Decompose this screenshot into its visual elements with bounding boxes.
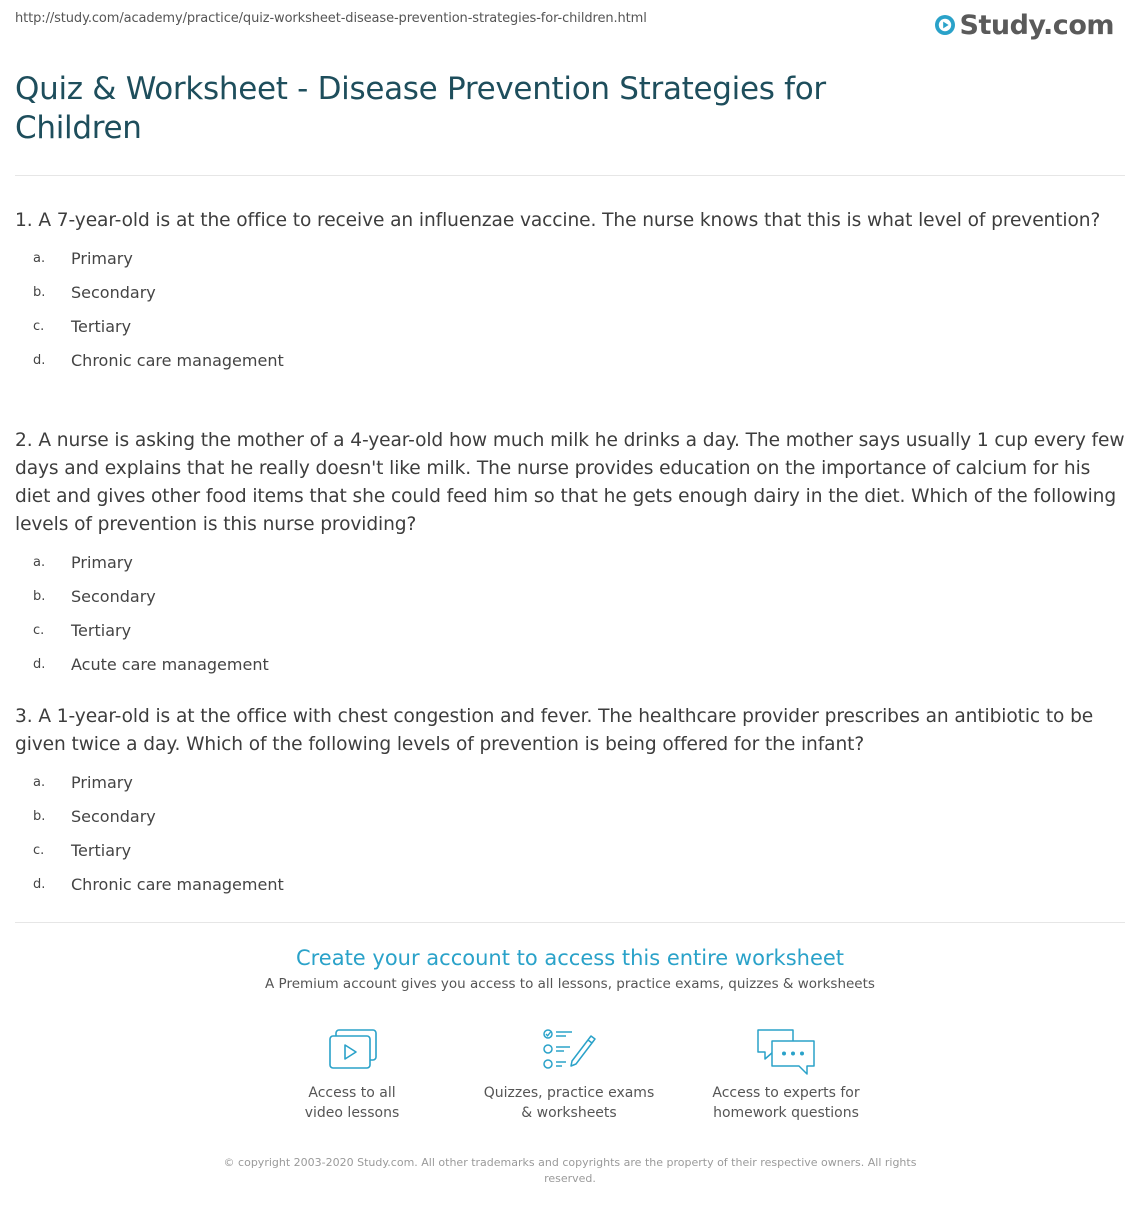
option-letter: a. bbox=[33, 554, 46, 570]
study-logo[interactable] bbox=[934, 8, 1114, 42]
option-text: Tertiary bbox=[71, 316, 132, 336]
answer-options bbox=[15, 765, 1125, 901]
top-bar bbox=[0, 0, 1140, 60]
answer-option[interactable] bbox=[15, 343, 1125, 377]
answer-option[interactable] bbox=[15, 833, 1125, 867]
option-text: Primary bbox=[71, 248, 133, 268]
answer-option[interactable] bbox=[15, 545, 1125, 579]
feature-video-lessons bbox=[252, 1025, 452, 1123]
question-2 bbox=[15, 427, 1125, 681]
option-letter: b. bbox=[33, 284, 46, 300]
option-text: Primary bbox=[71, 772, 133, 792]
questions-divider bbox=[15, 922, 1125, 923]
option-text: Secondary bbox=[71, 806, 156, 826]
logo-text: Study.com bbox=[959, 9, 1114, 41]
option-letter: c. bbox=[33, 622, 45, 638]
option-letter: c. bbox=[33, 318, 45, 334]
video-lessons-icon bbox=[319, 1025, 385, 1077]
answer-option[interactable] bbox=[15, 613, 1125, 647]
option-text: Tertiary bbox=[71, 840, 132, 860]
answer-option[interactable] bbox=[15, 579, 1125, 613]
feature-quizzes bbox=[469, 1025, 669, 1123]
play-circle-icon bbox=[934, 14, 956, 36]
feature-label: Access to all video lessons bbox=[304, 1085, 400, 1121]
answer-option[interactable] bbox=[15, 765, 1125, 799]
option-letter: c. bbox=[33, 842, 45, 858]
quiz-checklist-icon bbox=[536, 1025, 602, 1077]
question-1 bbox=[15, 207, 1125, 377]
option-letter: a. bbox=[33, 774, 46, 790]
question-text: 2. A nurse is asking the mother of a 4-year-old how much milk he drinks a day. The mother says usually 1 cup every few days and explains that he really doesn't like milk. The nurse provides education on the importance of calcium for his diet and gives other food items that she could feed him so that he gets enough dairy in the diet. Which of the following levels of prevention is this nurse providing? bbox=[15, 430, 1125, 535]
option-letter: a. bbox=[33, 250, 46, 266]
option-letter: b. bbox=[33, 808, 46, 824]
answer-option[interactable] bbox=[15, 647, 1125, 681]
expert-chat-icon bbox=[753, 1025, 819, 1077]
page-title: Quiz & Worksheet - Disease Prevention Strategies for Children bbox=[15, 71, 826, 146]
answer-option[interactable] bbox=[15, 275, 1125, 309]
option-text: Chronic care management bbox=[71, 350, 284, 370]
option-letter: b. bbox=[33, 588, 46, 604]
option-text: Primary bbox=[71, 552, 133, 572]
answer-options bbox=[15, 241, 1125, 377]
premium-features bbox=[0, 1025, 1140, 1135]
option-letter: d. bbox=[33, 352, 46, 368]
copyright-footer: © copyright 2003-2020 Study.com. All other trademarks and copyrights are the property of their respective owners. All rights reserved. bbox=[223, 1156, 917, 1185]
answer-option[interactable] bbox=[15, 241, 1125, 275]
feature-experts bbox=[686, 1025, 886, 1123]
question-3 bbox=[15, 703, 1125, 901]
feature-label: Access to experts for homework questions bbox=[712, 1085, 860, 1121]
answer-option[interactable] bbox=[15, 867, 1125, 901]
page-url[interactable]: http://study.com/academy/practice/quiz-worksheet-disease-prevention-strategies-for-children.html bbox=[15, 11, 647, 26]
option-text: Secondary bbox=[71, 586, 156, 606]
feature-label: Quizzes, practice exams & worksheets bbox=[483, 1085, 655, 1121]
answer-options bbox=[15, 545, 1125, 681]
option-letter: d. bbox=[33, 876, 46, 892]
title-divider bbox=[15, 175, 1125, 176]
answer-option[interactable] bbox=[15, 799, 1125, 833]
question-text: 3. A 1-year-old is at the office with chest congestion and fever. The healthcare provider prescribes an antibiotic to be given twice a day. Which of the following levels of prevention is being offered for the infant? bbox=[15, 706, 1094, 755]
option-text: Acute care management bbox=[71, 654, 269, 674]
option-text: Tertiary bbox=[71, 620, 132, 640]
signup-cta-subtitle: A Premium account gives you access to all lessons, practice exams, quizzes & worksheets bbox=[265, 976, 875, 992]
question-text: 1. A 7-year-old is at the office to receive an influenzae vaccine. The nurse knows that this is what level of prevention? bbox=[15, 210, 1101, 231]
option-text: Secondary bbox=[71, 282, 156, 302]
option-letter: d. bbox=[33, 656, 46, 672]
option-text: Chronic care management bbox=[71, 874, 284, 894]
signup-callout bbox=[0, 944, 1140, 992]
answer-option[interactable] bbox=[15, 309, 1125, 343]
signup-cta-link[interactable]: Create your account to access this entire worksheet bbox=[295, 946, 845, 970]
